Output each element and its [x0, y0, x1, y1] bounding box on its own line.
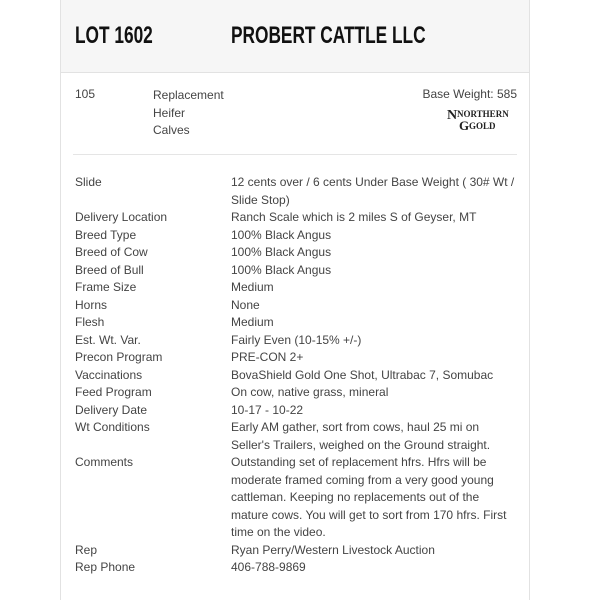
detail-value: BovaShield Gold One Shot, Ultrabac 7, Somubac	[231, 367, 494, 382]
detail-value: Ryan Perry/Western Livestock Auction	[231, 542, 435, 557]
detail-label: Flesh	[75, 315, 105, 329]
svg-text:G: G	[459, 118, 470, 133]
lot-description	[153, 87, 253, 140]
detail-value: Medium	[231, 280, 274, 294]
description-line: Calves	[153, 123, 190, 137]
detail-row-horns	[75, 297, 521, 315]
detail-value: PRE-CON 2+	[231, 350, 304, 364]
seller-name: PROBERT CATTLE LLC	[231, 22, 426, 49]
detail-value: On cow, native grass, mineral	[231, 385, 389, 399]
detail-row-comments	[75, 454, 521, 542]
detail-row-delivery-location	[75, 209, 521, 227]
detail-label: Rep Phone	[75, 560, 136, 574]
detail-label: Rep	[75, 542, 98, 557]
detail-label: Vaccinations	[75, 367, 143, 382]
northern-gold-logo	[445, 105, 517, 133]
lot-header	[61, 0, 529, 73]
detail-row-precon-program	[75, 349, 521, 367]
detail-row-slide	[75, 174, 521, 209]
detail-row-breed-of-cow	[75, 244, 521, 262]
detail-label: Wt Conditions	[75, 420, 150, 434]
detail-row-breed-of-bull	[75, 262, 521, 280]
detail-row-est-wt-var	[75, 332, 521, 350]
detail-row-breed-type	[75, 227, 521, 245]
detail-row-flesh	[75, 314, 521, 332]
detail-label: Comments	[75, 455, 134, 469]
detail-value: Early AM gather, sort from cows, haul 25 mi on Seller's Trailers, weighed on the Ground straight.	[231, 420, 491, 452]
svg-text:NORTHERN: NORTHERN	[457, 109, 509, 119]
detail-label: Precon Program	[75, 350, 163, 364]
lot-summary	[61, 73, 529, 157]
detail-label: Breed of Bull	[75, 262, 144, 277]
lot-card	[60, 0, 530, 600]
detail-row-feed-program	[75, 384, 521, 402]
detail-label: Feed Program	[75, 385, 152, 399]
detail-label: Delivery Location	[75, 210, 168, 224]
detail-value: 100% Black Angus	[231, 245, 332, 259]
detail-row-rep-phone	[75, 559, 521, 577]
detail-label: Breed of Cow	[75, 245, 148, 259]
detail-value: 100% Black Angus	[231, 262, 332, 277]
detail-label: Breed Type	[75, 227, 137, 242]
detail-label: Frame Size	[75, 280, 137, 294]
detail-label: Horns	[75, 297, 108, 312]
detail-value: Medium	[231, 315, 274, 329]
detail-value: None	[231, 297, 260, 312]
detail-label: Delivery Date	[75, 402, 148, 417]
detail-row-rep	[75, 542, 521, 560]
detail-label: Slide	[75, 175, 102, 189]
detail-value: 12 cents over / 6 cents Under Base Weight ( 30# Wt / Slide Stop)	[231, 175, 515, 207]
detail-value: Outstanding set of replacement hfrs. Hfrs will be moderate framed coming from a very good young cattleman. Keeping no replacements out of the mature cows. You will get to sort from 170 hfrs. First time on the video.	[231, 455, 507, 539]
detail-value: Ranch Scale which is 2 miles S of Geyser, MT	[231, 210, 477, 224]
section-divider	[73, 154, 517, 155]
detail-row-delivery-date	[75, 402, 521, 420]
svg-text:N: N	[447, 108, 458, 123]
detail-value: 10-17 - 10-22	[231, 402, 304, 417]
detail-value: Fairly Even (10-15% +/-)	[231, 332, 362, 347]
lot-number: LOT 1602	[75, 22, 153, 49]
head-count: 105	[75, 87, 96, 101]
detail-value: 406-788-9869	[231, 560, 306, 574]
detail-row-frame-size	[75, 279, 521, 297]
detail-row-vaccinations	[75, 367, 521, 385]
detail-row-wt-conditions	[75, 419, 521, 454]
detail-value: 100% Black Angus	[231, 227, 332, 242]
base-weight: Base Weight: 585	[422, 87, 517, 101]
description-line: Replacement	[153, 88, 224, 102]
lot-details	[75, 174, 521, 577]
description-line: Heifer	[153, 105, 186, 120]
detail-label: Est. Wt. Var.	[75, 332, 141, 347]
svg-text:GOLD: GOLD	[469, 121, 496, 131]
